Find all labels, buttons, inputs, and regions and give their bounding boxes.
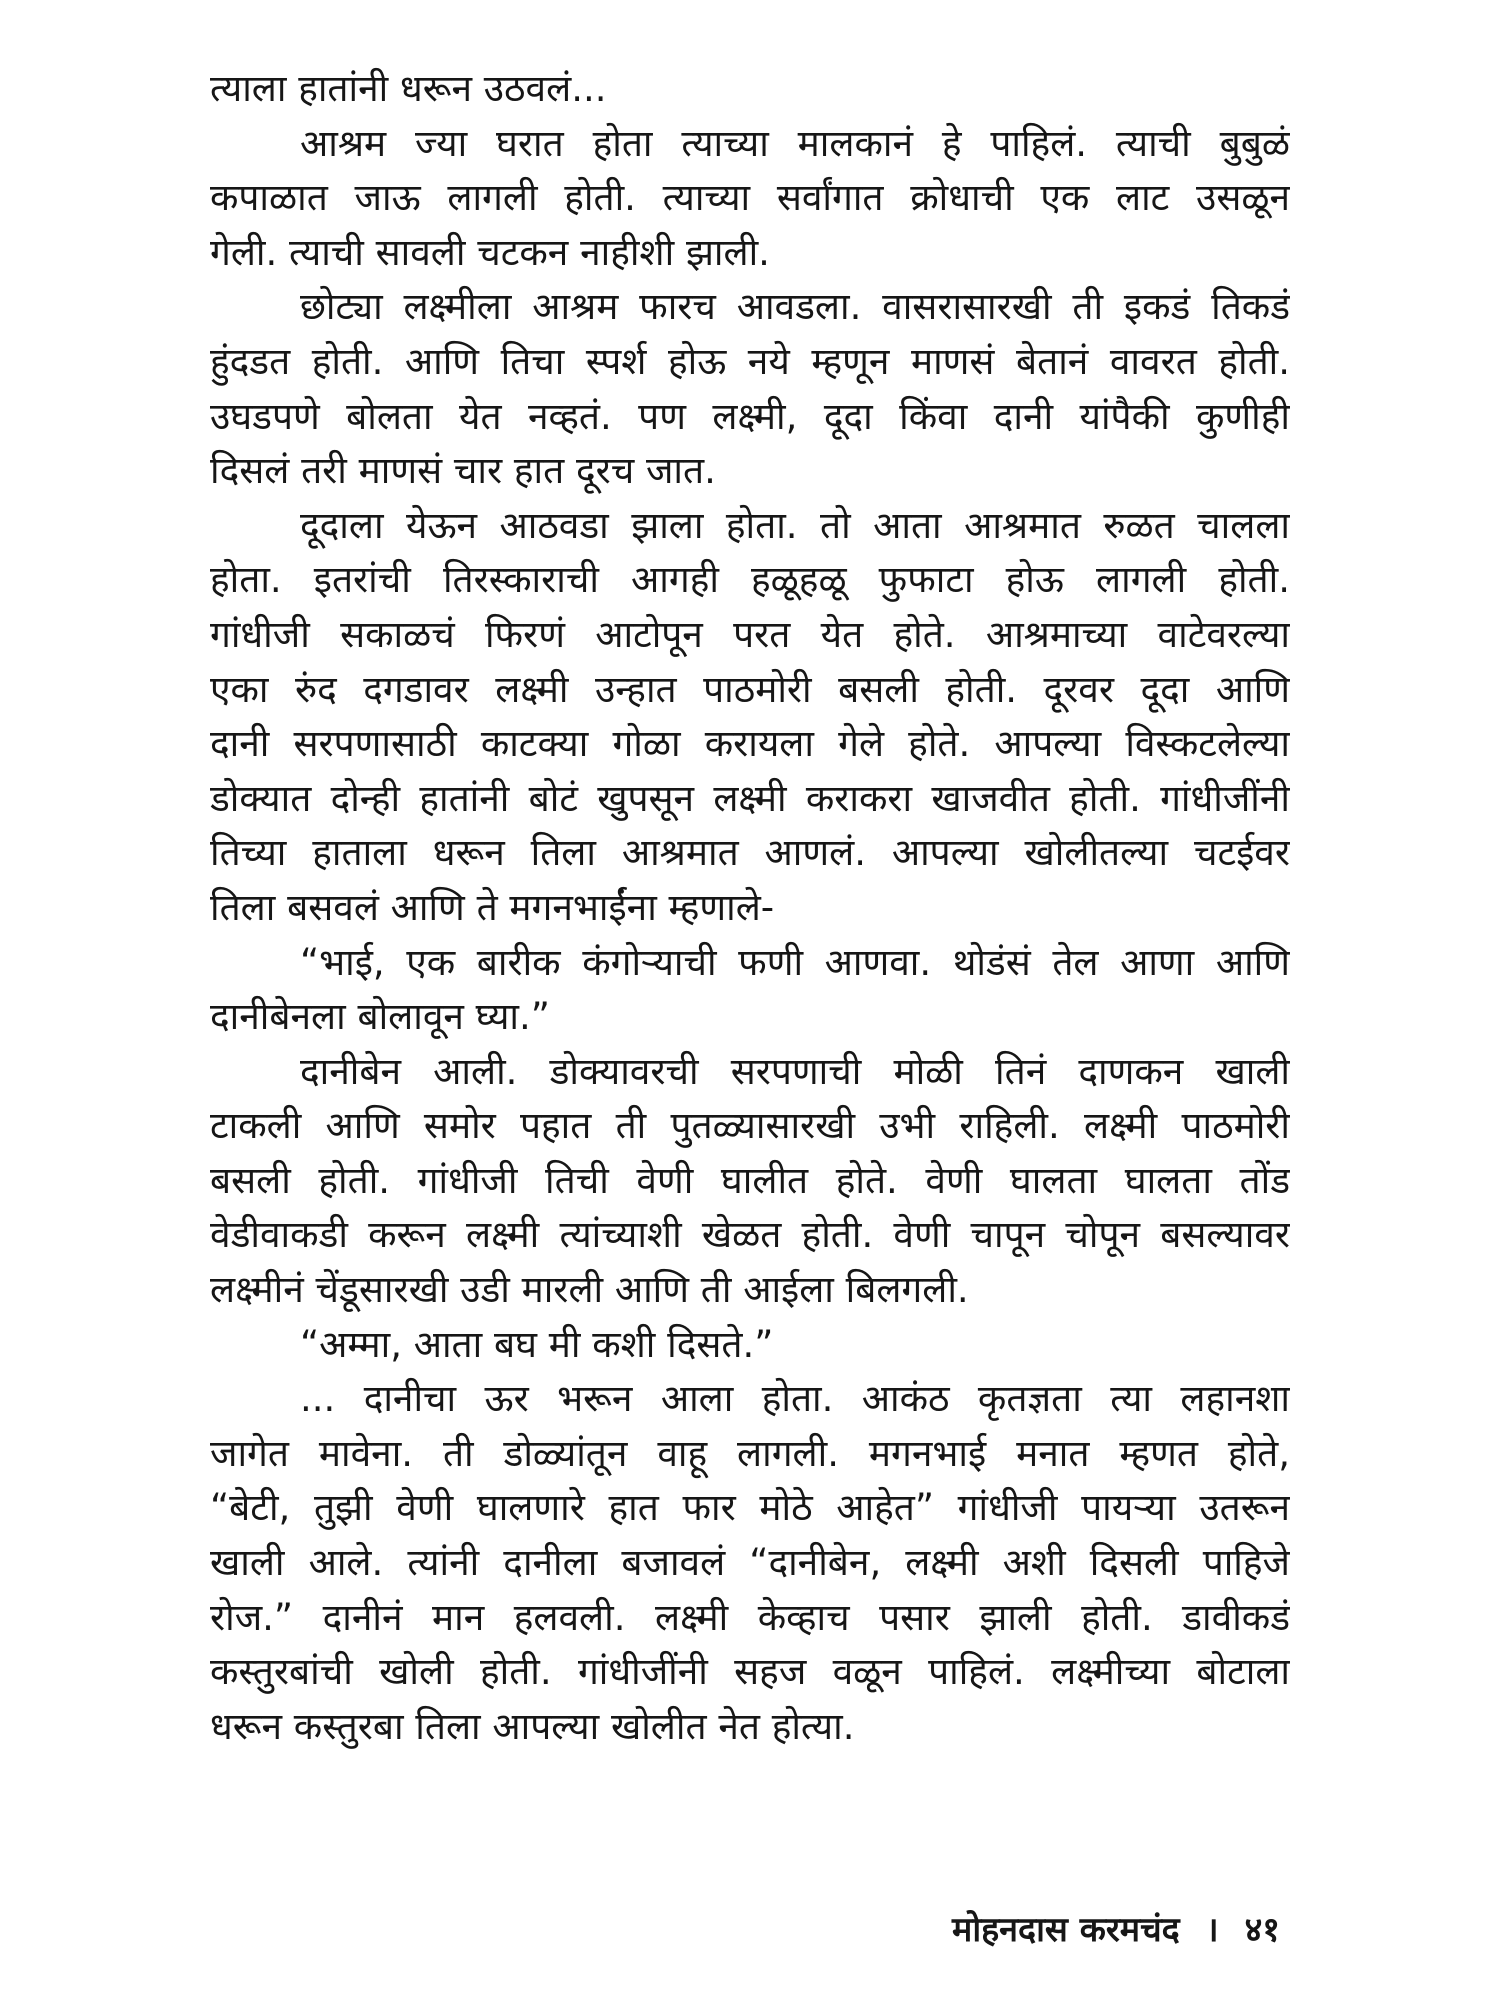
- text-line: एका रुंद दगडावर लक्ष्मी उन्हात पाठमोरी बसली होती. दूरवर दूदा आणि: [210, 667, 1290, 711]
- text-line: “भाई, एक बारीक कंगोऱ्याची फणी आणवा. थोडंसं तेल आणा आणि: [300, 940, 1290, 984]
- footer-separator: ।: [1205, 1910, 1219, 1950]
- text-line: दानी सरपणासाठी काटक्या गोळा करायला गेले होते. आपल्या विस्कटलेल्या: [210, 722, 1290, 766]
- text-line: वेडीवाकडी करून लक्ष्मी त्यांच्याशी खेळत होती. वेणी चापून चोपून बसल्यावर: [210, 1213, 1290, 1257]
- text-line: कपाळात जाऊ लागली होती. त्याच्या सर्वांगात क्रोधाची एक लाट उसळून: [210, 176, 1290, 220]
- page-footer: [952, 1905, 1280, 1951]
- text-line: तिच्या हाताला धरून तिला आश्रमात आणलं. आपल्या खोलीतल्या चटईवर: [210, 831, 1290, 875]
- text-line: होता. इतरांची तिरस्काराची आगही हळूहळू फुफाटा होऊ लागली होती.: [210, 558, 1290, 602]
- text-line: “बेटी, तुझी वेणी घालणारे हात फार मोठे आहेत” गांधीजी पायऱ्या उतरून: [210, 1486, 1290, 1530]
- text-line: लक्ष्मीनं चेंडूसारखी उडी मारली आणि ती आईला बिलगली.: [210, 1268, 969, 1312]
- text-line: टाकली आणि समोर पहात ती पुतळ्यासारखी उभी राहिली. लक्ष्मी पाठमोरी: [210, 1104, 1290, 1148]
- text-line: बसली होती. गांधीजी तिची वेणी घालीत होते. वेणी घालता घालता तोंड: [210, 1158, 1290, 1202]
- text-line: हुंदडत होती. आणि तिचा स्पर्श होऊ नये म्हणून माणसं बेतानं वावरत होती.: [210, 339, 1290, 383]
- text-line: डोक्यात दोन्ही हातांनी बोटं खुपसून लक्ष्मी कराकरा खाजवीत होती. गांधीजींनी: [210, 776, 1290, 820]
- text-line: कस्तुरबांची खोली होती. गांधीजींनी सहज वळून पाहिलं. लक्ष्मीच्या बोटाला: [210, 1650, 1290, 1694]
- text-line: धरून कस्तुरबा तिला आपल्या खोलीत नेत होत्या.: [210, 1704, 855, 1748]
- text-line: गांधीजी सकाळचं फिरणं आटोपून परत येत होते. आश्रमाच्या वाटेवरल्या: [210, 612, 1290, 656]
- text-line: त्याला हातांनी धरून उठवलं...: [210, 67, 607, 110]
- text-line: जागेत मावेना. ती डोळ्यांतून वाहू लागली. मगनभाई मनात म्हणत होते,: [210, 1431, 1290, 1475]
- page-text: [210, 62, 1290, 1862]
- text-line: रोज.” दानीनं मान हलवली. लक्ष्मी केव्हाच पसार झाली होती. डावीकडं: [210, 1595, 1290, 1639]
- text-line: गेली. त्याची सावली चटकन नाहीशी झाली.: [210, 230, 770, 274]
- text-line: ... दानीचा ऊर भरून आला होता. आकंठ कृतज्ञता त्या लहानशा: [300, 1377, 1290, 1421]
- text-line: दानीबेन आली. डोक्यावरची सरपणाची मोळी तिनं दाणकन खाली: [300, 1049, 1290, 1093]
- book-title: मोहनदास करमचंद: [951, 1910, 1180, 1950]
- text-line: दानीबेनला बोलावून घ्या.”: [210, 995, 550, 1039]
- text-line: छोट्या लक्ष्मीला आश्रम फारच आवडला. वासरासारखी ती इकडं तिकडं: [300, 285, 1290, 329]
- page-number: ४१: [1244, 1910, 1280, 1950]
- text-line: दिसलं तरी माणसं चार हात दूरच जात.: [210, 449, 716, 493]
- text-line: खाली आले. त्यांनी दानीला बजावलं “दानीबेन, लक्ष्मी अशी दिसली पाहिजे: [210, 1541, 1290, 1585]
- text-line: उघडपणे बोलता येत नव्हतं. पण लक्ष्मी, दूदा किंवा दानी यांपैकी कुणीही: [210, 394, 1290, 438]
- text-line: “अम्मा, आता बघ मी कशी दिसते.”: [300, 1322, 774, 1366]
- text-line: तिला बसवलं आणि ते मगनभाईंना म्हणाले-: [210, 885, 775, 929]
- text-line: दूदाला येऊन आठवडा झाला होता. तो आता आश्रमात रुळत चालला: [300, 503, 1290, 547]
- text-line: आश्रम ज्या घरात होता त्याच्या मालकानं हे पाहिलं. त्याची बुबुळं: [300, 121, 1290, 165]
